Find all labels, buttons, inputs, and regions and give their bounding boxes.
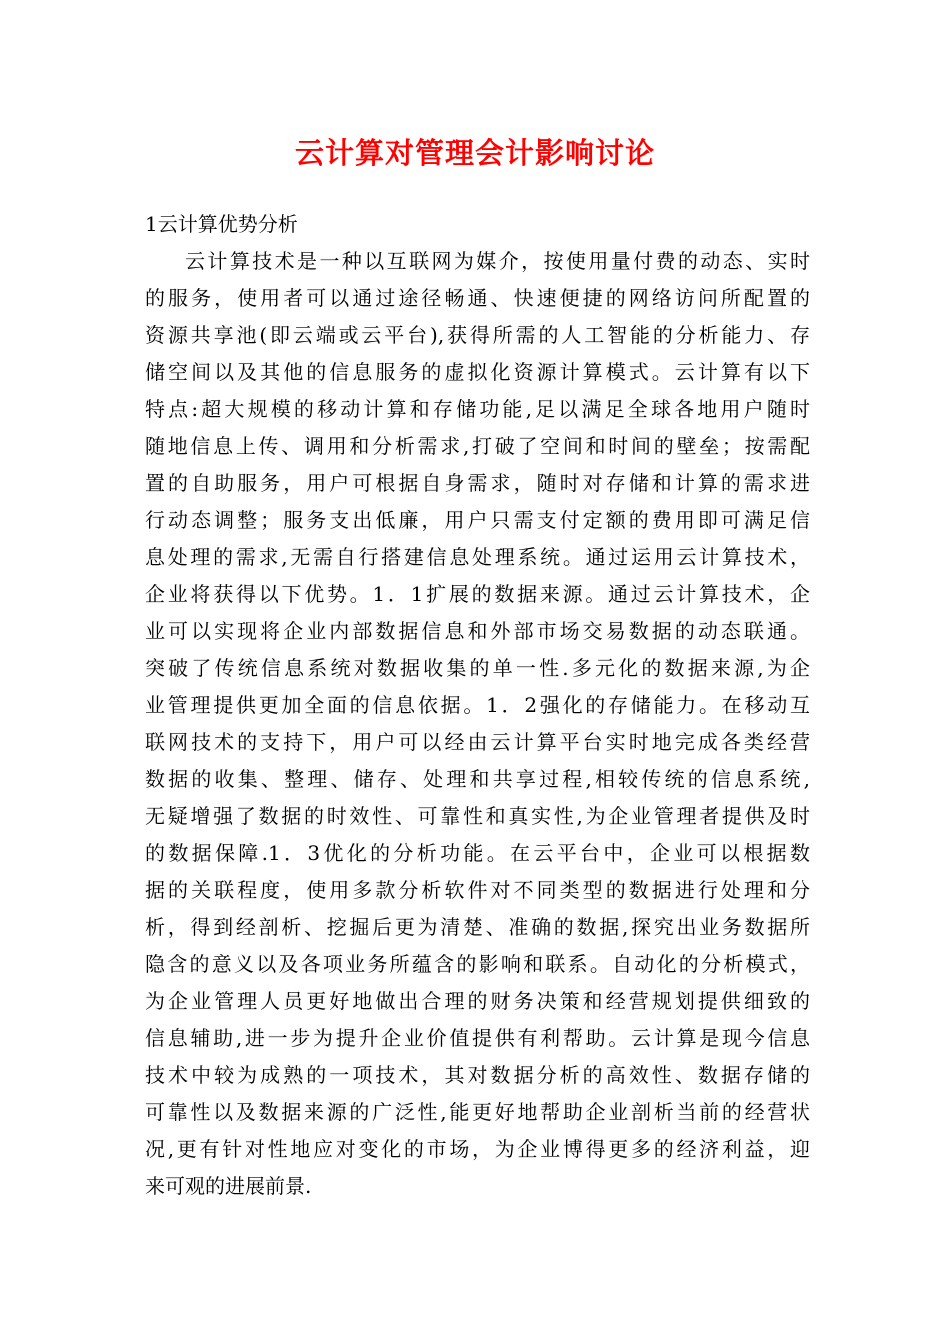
paragraph-line: 的服务，使用者可以通过途径畅通、快速便捷的网络访问所配置的 xyxy=(145,286,810,310)
paragraph-line: 隐含的意义以及各项业务所蕴含的影响和联系。自动化的分析模式， xyxy=(145,952,810,976)
paragraph-line: 可靠性以及数据来源的广泛性,能更好地帮助企业剖析当前的经营状 xyxy=(145,1100,810,1124)
paragraph-line: 突破了传统信息系统对数据收集的单一性.多元化的数据来源,为企 xyxy=(145,656,810,680)
paragraph-line: 置的自助服务，用户可根据自身需求，随时对存储和计算的需求进 xyxy=(145,471,810,495)
paragraph-line: 业可以实现将企业内部数据信息和外部市场交易数据的动态联通。 xyxy=(145,619,810,643)
body-paragraph xyxy=(145,243,810,1205)
paragraph-line: 为企业管理人员更好地做出合理的财务决策和经营规划提供细致的 xyxy=(145,989,810,1013)
paragraph-line: 析，得到经剖析、挖掘后更为清楚、准确的数据,探究出业务数据所 xyxy=(145,915,810,939)
paragraph-line: 特点:超大规模的移动计算和存储功能,足以满足全球各地用户随时 xyxy=(145,397,810,421)
paragraph-line: 资源共享池(即云端或云平台),获得所需的人工智能的分析能力、存 xyxy=(145,323,810,347)
paragraph-line: 况,更有针对性地应对变化的市场，为企业博得更多的经济利益，迎 xyxy=(145,1137,810,1161)
paragraph-line: 的数据保障.1．3优化的分析功能。在云平台中，企业可以根据数 xyxy=(145,841,810,865)
paragraph-line: 云计算技术是一种以互联网为媒介，按使用量付费的动态、实时 xyxy=(185,249,810,273)
section-heading: 1云计算优势分析 xyxy=(145,212,298,236)
paragraph-line: 来可观的进展前景. xyxy=(145,1174,312,1198)
paragraph-line: 联网技术的支持下，用户可以经由云计算平台实时地完成各类经营 xyxy=(145,730,810,754)
paragraph-line: 据的关联程度，使用多款分析软件对不同类型的数据进行处理和分 xyxy=(145,878,810,902)
paragraph-line: 技术中较为成熟的一项技术，其对数据分析的高效性、数据存储的 xyxy=(145,1063,810,1087)
paragraph-line: 随地信息上传、调用和分析需求,打破了空间和时间的壁垒；按需配 xyxy=(145,434,810,458)
paragraph-line: 业管理提供更加全面的信息依据。1．2强化的存储能力。在移动互 xyxy=(145,693,810,717)
paragraph-line: 信息辅助,进一步为提升企业价值提供有利帮助。云计算是现今信息 xyxy=(145,1026,810,1050)
paragraph-line: 数据的收集、整理、储存、处理和共享过程,相较传统的信息系统, xyxy=(145,767,810,791)
paragraph-line: 息处理的需求,无需自行搭建信息处理系统。通过运用云计算技术， xyxy=(145,545,810,569)
paragraph-line: 储空间以及其他的信息服务的虚拟化资源计算模式。云计算有以下 xyxy=(145,360,810,384)
document-body xyxy=(145,206,810,1205)
paragraph-line: 无疑增强了数据的时效性、可靠性和真实性,为企业管理者提供及时 xyxy=(145,804,810,828)
paragraph-line: 行动态调整；服务支出低廉，用户只需支付定额的费用即可满足信 xyxy=(145,508,810,532)
document-title: 云计算对管理会计影响讨论 xyxy=(294,136,655,170)
paragraph-line: 企业将获得以下优势。1．1扩展的数据来源。通过云计算技术，企 xyxy=(145,582,810,606)
